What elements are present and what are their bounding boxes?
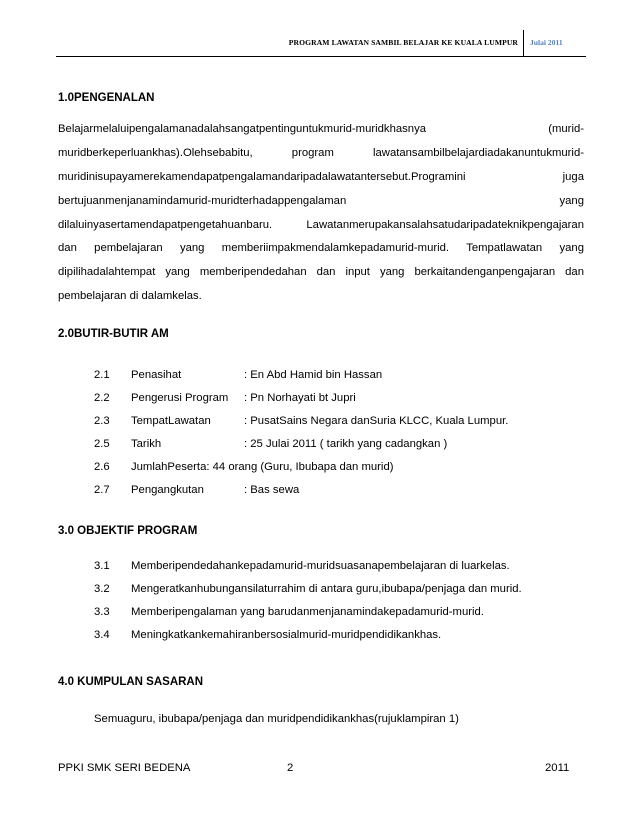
item-label: Pengerusi Program <box>131 392 229 404</box>
section-heading-objektif: 3.0 OBJEKTIF PROGRAM <box>58 525 198 537</box>
item-label: Pengangkutan <box>131 484 204 496</box>
item-number: 2.1 <box>94 369 110 381</box>
paragraph-line: Belajarmelaluipengalamanadalahsangatpentinguntukmurid-muridkhasnya (murid- <box>58 123 584 135</box>
objective-text: Meningkatkankemahiranbersosialmurid-muridpendidikankhas. <box>131 629 442 641</box>
paragraph-line: pembelajaran di dalamkelas. <box>58 290 202 303</box>
item-number: 2.5 <box>94 438 110 450</box>
item-label: TempatLawatan <box>131 415 211 427</box>
footer-page-number: 2 <box>287 762 294 774</box>
objective-text: Memberipengalaman yang barudanmenjanamindakepadamurid-murid. <box>131 606 484 618</box>
item-label: Tarikh <box>131 438 162 450</box>
footer-year: 2011 <box>545 762 570 774</box>
item-value: : PusatSains Negara danSuria KLCC, Kuala Lumpur. <box>244 415 509 427</box>
item-number: 2.7 <box>94 484 110 496</box>
intro-paragraph <box>58 118 584 309</box>
item-number: 3.4 <box>94 629 110 641</box>
item-label: JumlahPeserta: 44 orang (Guru, Ibubapa dan murid) <box>131 461 394 473</box>
item-number: 3.2 <box>94 583 110 595</box>
item-value: : Pn Norhayati bt Jupri <box>244 392 356 404</box>
item-value: : Bas sewa <box>244 484 300 496</box>
header-rule <box>56 56 586 57</box>
paragraph-line: dan pembelajaran yang memberiimpakmendalamkepadamurid-murid. Tempatlawatan yang <box>58 242 584 255</box>
item-label: Penasihat <box>131 369 182 381</box>
header-divider <box>523 30 524 56</box>
paragraph-line: bertujuanmenjanamindamurid-muridterhadappengalaman yang <box>58 194 584 207</box>
section-heading-kumpulan-sasaran: 4.0 KUMPULAN SASARAN <box>58 676 204 688</box>
section-heading-butir-am: 2.0BUTIR-BUTIR AM <box>58 328 169 340</box>
footer-school: PPKI SMK SERI BEDENA <box>58 762 191 774</box>
paragraph-line: muridinisupayamerekamendapatpengalamandaripadalawatantersebut.Programini juga <box>58 170 584 183</box>
paragraph-line: muridberkeperluankhas).Olehsebabitu, program lawatansambilbelajardiadakanuntukmurid- <box>58 146 584 159</box>
item-value: : 25 Julai 2011 ( tarikh yang cadangkan ) <box>244 438 448 450</box>
item-number: 2.2 <box>94 392 110 404</box>
header-title: PROGRAM LAWATAN SAMBIL BELAJAR KE KUALA LUMPUR <box>288 38 518 47</box>
paragraph-line: dipilihadalahtempat yang memberipendedahan dan input yang berkaitandenganpengajaran dan <box>58 266 584 279</box>
item-value: : En Abd Hamid bin Hassan <box>244 369 383 381</box>
objective-text: Memberipendedahankepadamurid-muridsuasanapembelajaran di luarkelas. <box>131 560 510 572</box>
item-number: 3.1 <box>94 560 110 572</box>
paragraph-line: dilaluinyasertamendapatpengetahuanbaru. Lawatanmerupakansalahsatudaripadateknikpengajaran <box>58 218 584 231</box>
item-number: 2.6 <box>94 461 110 473</box>
section-heading-pengenalan: 1.0PENGENALAN <box>58 92 155 104</box>
target-group-text: Semuaguru, ibubapa/penjaga dan muridpendidikankhas(rujuklampiran 1) <box>94 713 459 725</box>
item-number: 3.3 <box>94 606 110 618</box>
objective-text: Mengeratkanhubungansilaturrahim di antara guru,ibubapa/penjaga dan murid. <box>131 583 522 595</box>
header-date: Julai 2011 <box>530 38 563 47</box>
item-number: 2.3 <box>94 415 110 427</box>
